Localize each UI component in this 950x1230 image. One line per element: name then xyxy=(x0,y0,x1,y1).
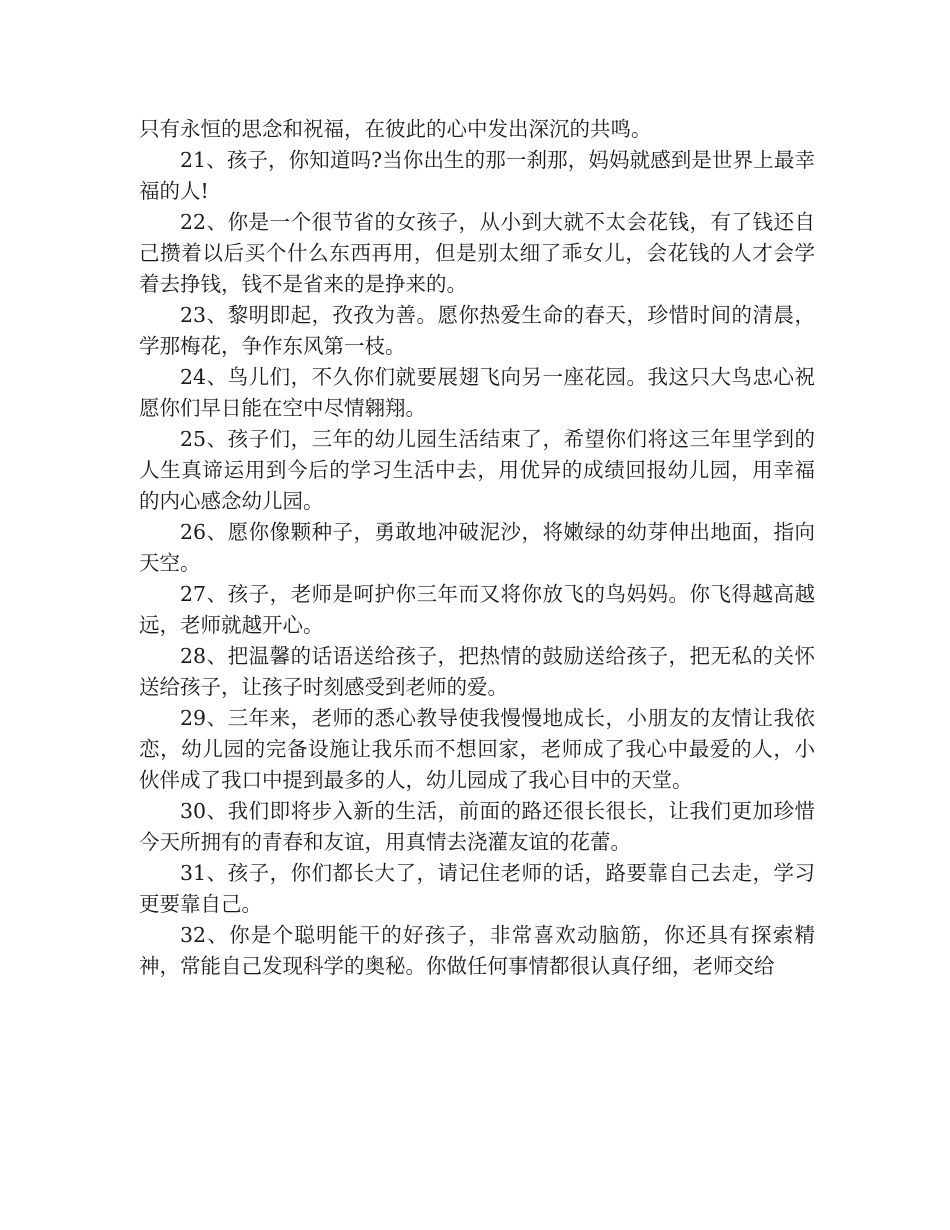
paragraph: 30、我们即将步入新的生活，前面的路还很长很长，让我们更加珍惜今天所拥有的青春和友谊，用真情去浇灌友谊的花蕾。 xyxy=(139,799,815,854)
document-body xyxy=(139,114,815,982)
paragraph: 24、鸟儿们，不久你们就要展翅飞向另一座花园。我这只大鸟忠心祝愿你们早日能在空中尽情翱翔。 xyxy=(139,365,815,420)
paragraph: 32、你是个聪明能干的好孩子，非常喜欢动脑筋，你还具有探索精神，常能自己发现科学的奥秘。你做任何事情都很认真仔细，老师交给 xyxy=(139,923,815,978)
paragraph: 只有永恒的思念和祝福，在彼此的心中发出深沉的共鸣。 xyxy=(139,117,652,141)
paragraph: 23、黎明即起，孜孜为善。愿你热爱生命的春天，珍惜时间的清晨，学那梅花，争作东风第一枝。 xyxy=(139,303,815,358)
paragraph: 21、孩子，你知道吗?当你出生的那一刹那，妈妈就感到是世界上最幸福的人! xyxy=(139,148,815,203)
paragraph: 26、愿你像颗种子，勇敢地冲破泥沙，将嫩绿的幼芽伸出地面，指向天空。 xyxy=(139,520,815,575)
paragraph: 27、孩子，老师是呵护你三年而又将你放飞的鸟妈妈。你飞得越高越远，老师就越开心。 xyxy=(139,582,815,637)
paragraph: 29、三年来，老师的悉心教导使我慢慢地成长，小朋友的友情让我依恋，幼儿园的完备设施让我乐而不想回家，老师成了我心中最爱的人，小伙伴成了我口中提到最多的人，幼儿园成了我心目中的天堂。 xyxy=(139,706,815,792)
paragraph: 28、把温馨的话语送给孩子，把热情的鼓励送给孩子，把无私的关怀送给孩子，让孩子时刻感受到老师的爱。 xyxy=(139,644,815,699)
paragraph: 25、孩子们，三年的幼儿园生活结束了，希望你们将这三年里学到的人生真谛运用到今后的学习生活中去，用优异的成绩回报幼儿园，用幸福的内心感念幼儿园。 xyxy=(139,427,815,513)
paragraph: 22、你是一个很节省的女孩子，从小到大就不太会花钱，有了钱还自己攒着以后买个什么东西再用，但是别太细了乖女儿，会花钱的人才会学着去挣钱，钱不是省来的是挣来的。 xyxy=(139,210,815,296)
paragraph: 31、孩子，你们都长大了，请记住老师的话，路要靠自己去走，学习更要靠自己。 xyxy=(139,861,815,916)
